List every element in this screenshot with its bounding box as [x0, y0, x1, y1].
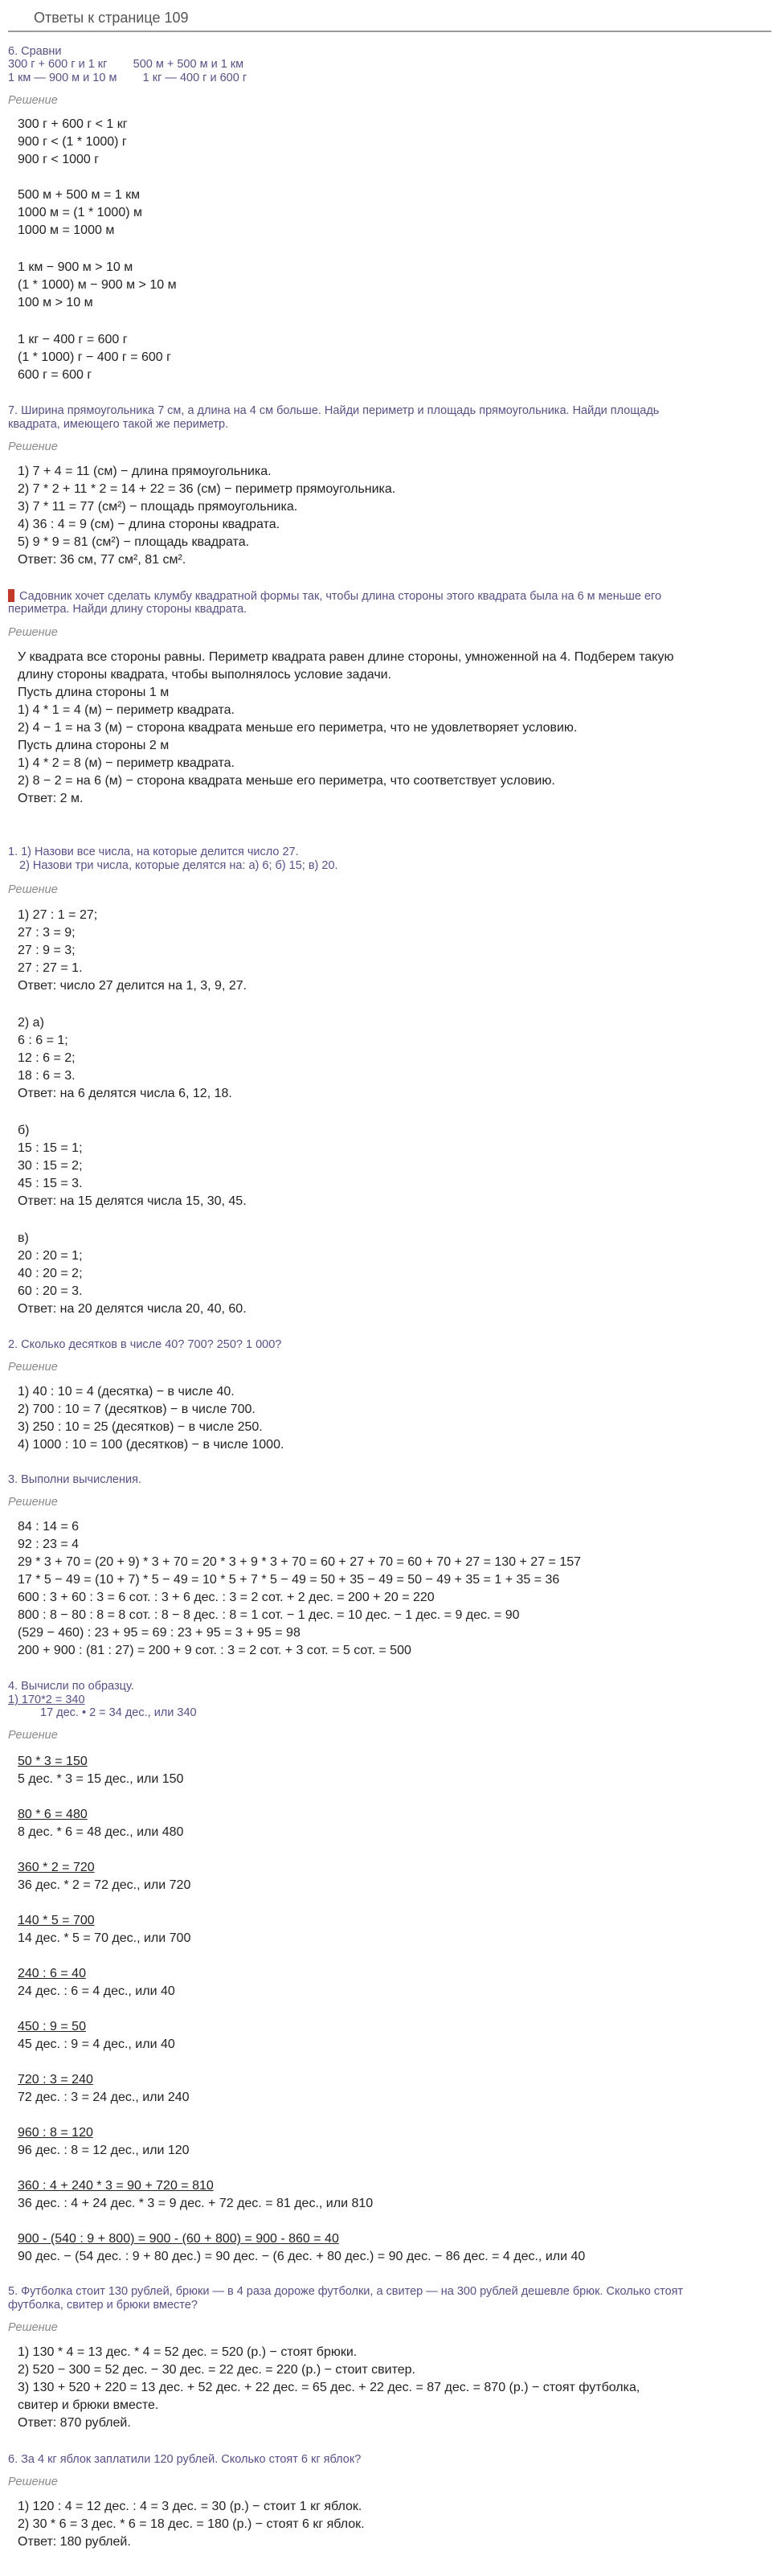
question-line: 4. Вычисли по образцу. [8, 1680, 134, 1693]
answer-line: 72 дес. : 3 = 24 дес., или 240 [18, 2091, 190, 2104]
answer-line: 24 дес. : 6 = 4 дес., или 40 [18, 1984, 175, 1998]
question-line: 5. Футболка стоит 130 рублей, брюки — в 4 раза дороже футболки, а свитер — на 300 рублей дешевле брюк. Сколько стоят [8, 2285, 684, 2298]
answer-line: 1 км − 900 м > 10 м [18, 260, 133, 274]
answer-line: 5) 9 * 9 = 81 (см²) − площадь квадрата. [18, 535, 250, 549]
answer-line: 300 г + 600 г < 1 кг [18, 117, 128, 131]
answer-line: Ответ: 36 см, 77 см², 81 см². [18, 553, 186, 567]
solution-label: Решение [8, 1729, 58, 1742]
answer-line: 84 : 14 = 6 [18, 1520, 80, 1534]
answer-line: 1) 7 + 4 = 11 (см) − длина прямоугольника. [18, 465, 272, 478]
answer-line: 90 дес. − (54 дес. : 9 + 80 дес.) = 90 дес. − (6 дес. + 80 дес.) = 90 дес. − 86 дес. = 4 дес., или 40 [18, 2250, 586, 2263]
answer-line: (1 * 1000) г − 400 г = 600 г [18, 350, 171, 364]
page-title: Ответы к странице 109 [34, 10, 189, 26]
answer-line: 92 : 23 = 4 [18, 1538, 80, 1551]
question-line: 3. Выполни вычисления. [8, 1473, 141, 1486]
answer-line: 30 : 15 = 2; [18, 1159, 83, 1173]
answer-line: 960 : 8 = 120 [18, 2126, 93, 2140]
answer-line: 100 м > 10 м [18, 296, 93, 309]
answer-line: 2) 8 − 2 = на 6 (м) − сторона квадрата меньше его периметра, что соответствует условию. [18, 774, 555, 788]
answer-line: 96 дес. : 8 = 12 дес., или 120 [18, 2144, 190, 2157]
question-line: 1 км — 900 м и 10 м 1 кг — 400 г и 600 г [8, 72, 247, 84]
question-line: квадрата, имеющего такой же периметр. [8, 418, 229, 431]
answer-line: Ответ: 2 м. [18, 792, 84, 805]
answer-line: 360 * 2 = 720 [18, 1861, 95, 1874]
answer-line: 5 дес. * 3 = 15 дес., или 150 [18, 1772, 184, 1786]
answer-line: 40 : 20 = 2; [18, 1267, 83, 1280]
answer-line: 14 дес. * 5 = 70 дес., или 700 [18, 1931, 191, 1945]
answer-line: свитер и брюки вместе. [18, 2398, 159, 2412]
answer-line: 140 * 5 = 700 [18, 1914, 95, 1927]
answer-line: 1) 4 * 2 = 8 (м) − периметр квадрата. [18, 756, 235, 770]
answer-line: 1) 40 : 10 = 4 (десятка) − в числе 40. [18, 1385, 235, 1399]
answer-line: 27 : 27 = 1. [18, 961, 83, 975]
answer-line: 720 : 3 = 240 [18, 2073, 93, 2087]
answer-line: б) [18, 1124, 30, 1137]
answer-line: 3) 250 : 10 = 25 (десятков) − в числе 250. [18, 1420, 263, 1434]
answer-line: 2) 520 − 300 = 52 дес. − 30 дес. = 22 дес. = 220 (р.) − стоит свитер. [18, 2363, 415, 2377]
answer-line: 360 : 4 + 240 * 3 = 90 + 720 = 810 [18, 2179, 214, 2193]
solution-label: Решение [8, 1496, 58, 1509]
solution-label: Решение [8, 440, 58, 453]
question-line: 1) 170*2 = 340 [8, 1693, 85, 1706]
answer-line: 200 + 900 : (81 : 27) = 200 + 9 сот. : 3 = 2 сот. + 3 сот. = 5 сот. = 500 [18, 1644, 411, 1657]
answer-line: (1 * 1000) м − 900 м > 10 м [18, 278, 177, 292]
question-line: Садовник хочет сделать клумбу квадратной формы так, чтобы длина стороны этого квадрата была на 6 м меньше его [19, 590, 662, 603]
question-line: 6. Сравни [8, 45, 62, 58]
answer-line: Ответ: на 20 делятся числа 20, 40, 60. [18, 1302, 247, 1316]
answer-line: Ответ: на 15 делятся числа 15, 30, 45. [18, 1194, 247, 1208]
answer-line: 1) 130 * 4 = 13 дес. * 4 = 52 дес. = 520 (р.) − стоят брюки. [18, 2345, 358, 2359]
answer-line: 450 : 9 = 50 [18, 2020, 86, 2033]
answer-line: 3) 7 * 11 = 77 (см²) − площадь прямоугольника. [18, 500, 298, 514]
answer-line: Пусть длина стороны 2 м [18, 739, 170, 752]
solution-label: Решение [8, 2476, 58, 2488]
answer-line: 500 м + 500 м = 1 км [18, 188, 141, 202]
answer-line: 2) 30 * 6 = 3 дес. * 6 = 18 дес. = 180 (р.) − стоят 6 кг яблок. [18, 2517, 365, 2531]
question-line: 7. Ширина прямоугольника 7 см, а длина на 4 см больше. Найди периметр и площадь прямоугольника. Найди площадь [8, 404, 660, 417]
answer-line: 1) 120 : 4 = 12 дес. : 4 = 3 дес. = 30 (р.) − стоит 1 кг яблок. [18, 2500, 362, 2513]
answer-line: 2) 700 : 10 = 7 (десятков) − в числе 700. [18, 1403, 256, 1416]
answer-line: в) [18, 1231, 29, 1245]
answer-line: Ответ: число 27 делится на 1, 3, 9, 27. [18, 979, 247, 993]
question-line: футболка, свитер и брюки вместе? [8, 2299, 198, 2312]
answer-line: 3) 130 + 520 + 220 = 13 дес. + 52 дес. + 22 дес. = 65 дес. + 22 дес. = 87 дес. = 870 (р.) − стоят футболка, [18, 2381, 640, 2394]
answer-line: Ответ: на 6 делятся числа 6, 12, 18. [18, 1087, 232, 1100]
solution-label: Решение [8, 883, 58, 896]
answer-line: 900 - (540 : 9 + 800) = 900 - (60 + 800) = 900 - 860 = 40 [18, 2232, 339, 2246]
answer-line: 2) 7 * 2 + 11 * 2 = 14 + 22 = 36 (см) − периметр прямоугольника. [18, 482, 396, 496]
answer-line: 20 : 20 = 1; [18, 1249, 83, 1263]
answer-line: 1) 27 : 1 = 27; [18, 908, 98, 922]
question-line: 300 г + 600 г и 1 кг 500 м + 500 м и 1 км [8, 58, 244, 71]
answer-line: 1000 м = 1000 м [18, 223, 115, 237]
answer-line: 50 * 3 = 150 [18, 1755, 88, 1768]
answer-line: 80 * 6 = 480 [18, 1808, 88, 1821]
answer-line: 6 : 6 = 1; [18, 1034, 68, 1047]
answer-line: 12 : 6 = 2; [18, 1051, 76, 1065]
answer-line: длину стороны квадрата, чтобы выполнялось условие задачи. [18, 668, 392, 682]
answer-line: 45 : 15 = 3. [18, 1177, 83, 1190]
answer-line: 29 * 3 + 70 = (20 + 9) * 3 + 70 = 20 * 3 + 9 * 3 + 70 = 60 + 27 + 70 = 60 + 70 + 27 = 130 + 27 = 157 [18, 1555, 582, 1569]
solution-label: Решение [8, 626, 58, 639]
answer-line: 15 : 15 = 1; [18, 1141, 83, 1155]
answer-line: 900 г < 1000 г [18, 153, 100, 166]
answer-line: 18 : 6 = 3. [18, 1069, 76, 1083]
answer-line: 1) 4 * 1 = 4 (м) − периметр квадрата. [18, 703, 235, 717]
answer-line: 36 дес. * 2 = 72 дес., или 720 [18, 1878, 191, 1892]
question-line: 17 дес. • 2 = 34 дес., или 340 [40, 1706, 197, 1719]
answer-line: 36 дес. : 4 + 24 дес. * 3 = 9 дес. + 72 дес. = 81 дес., или 810 [18, 2197, 374, 2210]
answer-line: Пусть длина стороны 1 м [18, 686, 170, 699]
answer-line: 8 дес. * 6 = 48 дес., или 480 [18, 1825, 184, 1839]
page-header [8, 6, 771, 32]
question-line: 2) Назови три числа, которые делятся на: а) 6; б) 15; в) 20. [19, 859, 338, 872]
answer-line: Ответ: 180 рублей. [18, 2535, 131, 2549]
answer-line: 600 : 3 + 60 : 3 = 6 сот. : 3 + 6 дес. : 3 = 2 сот. + 2 дес. = 200 + 20 = 220 [18, 1591, 435, 1604]
question-line: 2. Сколько десятков в числе 40? 700? 250? 1 000? [8, 1338, 282, 1351]
question-line: 6. За 4 кг яблок заплатили 120 рублей. Сколько стоят 6 кг яблок? [8, 2453, 362, 2466]
solution-label: Решение [8, 1361, 58, 1374]
answer-line: 27 : 9 = 3; [18, 944, 76, 957]
question-line: периметра. Найди длину стороны квадрата. [8, 603, 247, 616]
answer-line: 1 кг − 400 г = 600 г [18, 333, 128, 346]
answer-line: 27 : 3 = 9; [18, 926, 76, 940]
solution-label: Решение [8, 94, 58, 107]
answer-line: 17 * 5 − 49 = (10 + 7) * 5 − 49 = 10 * 5 + 7 * 5 − 49 = 50 + 35 − 49 = 50 − 49 + 35 = 1 + 35 = 36 [18, 1573, 560, 1587]
answer-line: 4) 1000 : 10 = 100 (десятков) − в числе 1000. [18, 1438, 284, 1452]
answer-line: 600 г = 600 г [18, 368, 92, 382]
answer-line: 45 дес. : 9 = 4 дес., или 40 [18, 2037, 175, 2051]
answer-line: У квадрата все стороны равны. Периметр квадрата равен длине стороны, умноженной на 4. Подберем такую [18, 650, 674, 664]
answer-line: (529 − 460) : 23 + 95 = 69 : 23 + 95 = 3 + 95 = 98 [18, 1626, 301, 1640]
answer-line: Ответ: 870 рублей. [18, 2416, 131, 2430]
answer-line: 1000 м = (1 * 1000) м [18, 206, 142, 219]
answer-line: 900 г < (1 * 1000) г [18, 135, 127, 149]
question-line: 1. 1) Назови все числа, на которые делится число 27. [8, 846, 299, 858]
answer-line: 2) а) [18, 1016, 44, 1030]
answer-line: 800 : 8 − 80 : 8 = 8 сот. : 8 − 8 дес. : 8 = 1 сот. − 1 дес. = 10 дес. − 1 дес. = 9 дес. = 90 [18, 1608, 520, 1622]
task-marker-icon [8, 589, 14, 602]
answer-line: 2) 4 − 1 = на 3 (м) − сторона квадрата меньше его периметра, что не удовлетворяет условию. [18, 721, 578, 735]
solution-label: Решение [8, 2321, 58, 2334]
answer-line: 4) 36 : 4 = 9 (см) − длина стороны квадрата. [18, 518, 280, 531]
answer-line: 60 : 20 = 3. [18, 1284, 83, 1298]
answer-line: 240 : 6 = 40 [18, 1967, 86, 1980]
